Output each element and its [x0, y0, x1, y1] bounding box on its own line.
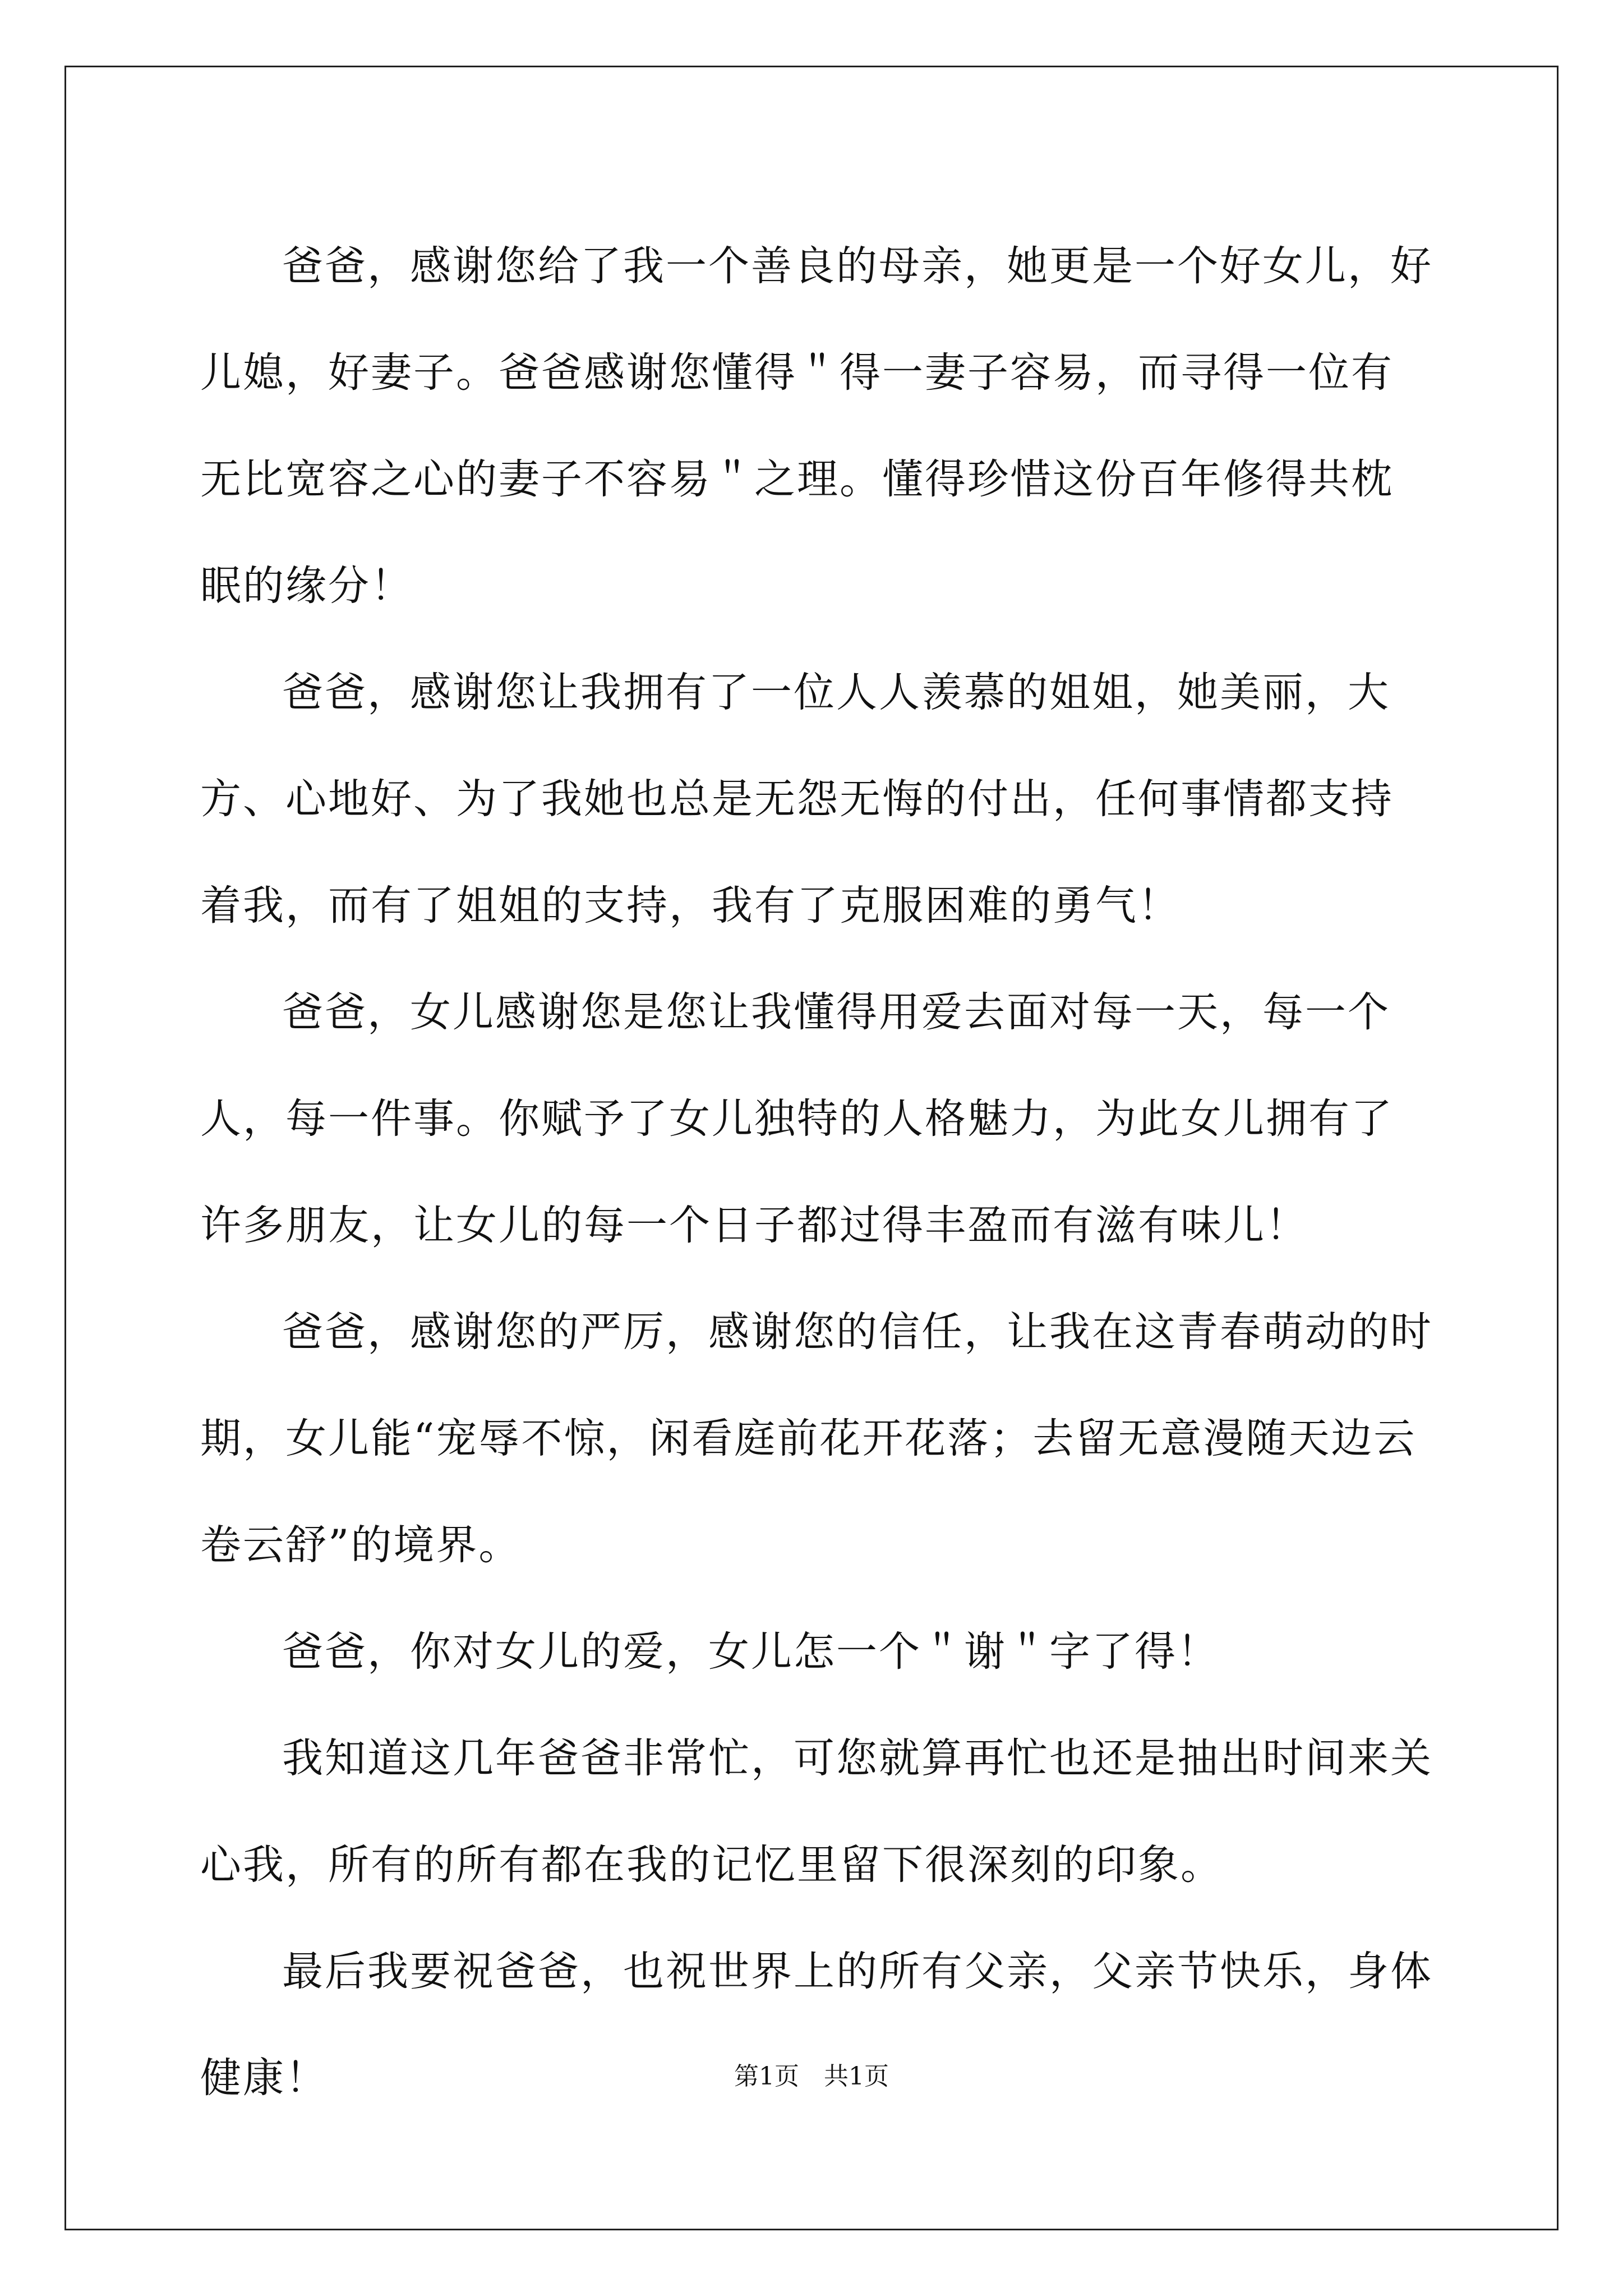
paragraph-1: 爸爸，感谢您给了我一个善良的母亲，她更是一个好女儿，好儿媳，好妻子。爸爸感谢您懂得＂得一妻子容易，而寻得一位有无比宽容之心的妻子不容易＂之理。懂得珍惜这份百年修得共枕眠的缘分！	[200, 242, 1433, 610]
paragraph-7: 最后我要祝爸爸，也祝世界上的所有父亲，父亲节快乐，身体健康！	[200, 1948, 1433, 2102]
page-number-footer: 第1页 共1页	[734, 2062, 889, 2091]
paragraph-5: 爸爸，你对女儿的爱，女儿怎一个＂谢＂字了得！	[282, 1628, 1220, 1676]
paragraph-2: 爸爸，感谢您让我拥有了一位人人羡慕的姐姐，她美丽，大方、心地好、为了我她也总是无怨无悔的付出，任何事情都支持着我，而有了姐姐的支持，我有了克服困难的勇气！	[200, 669, 1394, 930]
paragraph-6: 我知道这几年爸爸非常忙，可您就算再忙也还是抽出时间来关心我，所有的所有都在我的记忆里留下很深刻的印象。	[200, 1734, 1433, 1889]
paragraph-3: 爸爸，女儿感谢您是您让我懂得用爱去面对每一天，每一个人，每一件事。你赋予了女儿独特的人格魅力，为此女儿拥有了许多朋友，让女儿的每一个日子都过得丰盈而有滋有味儿！	[200, 988, 1394, 1249]
paragraph-4: 爸爸，感谢您的严厉，感谢您的信任，让我在这青春萌动的时期，女儿能“宠辱不惊，闲看庭前花开花落；去留无意漫随天边云卷云舒”的境界。	[200, 1308, 1433, 1569]
document-body	[200, 213, 1434, 2132]
